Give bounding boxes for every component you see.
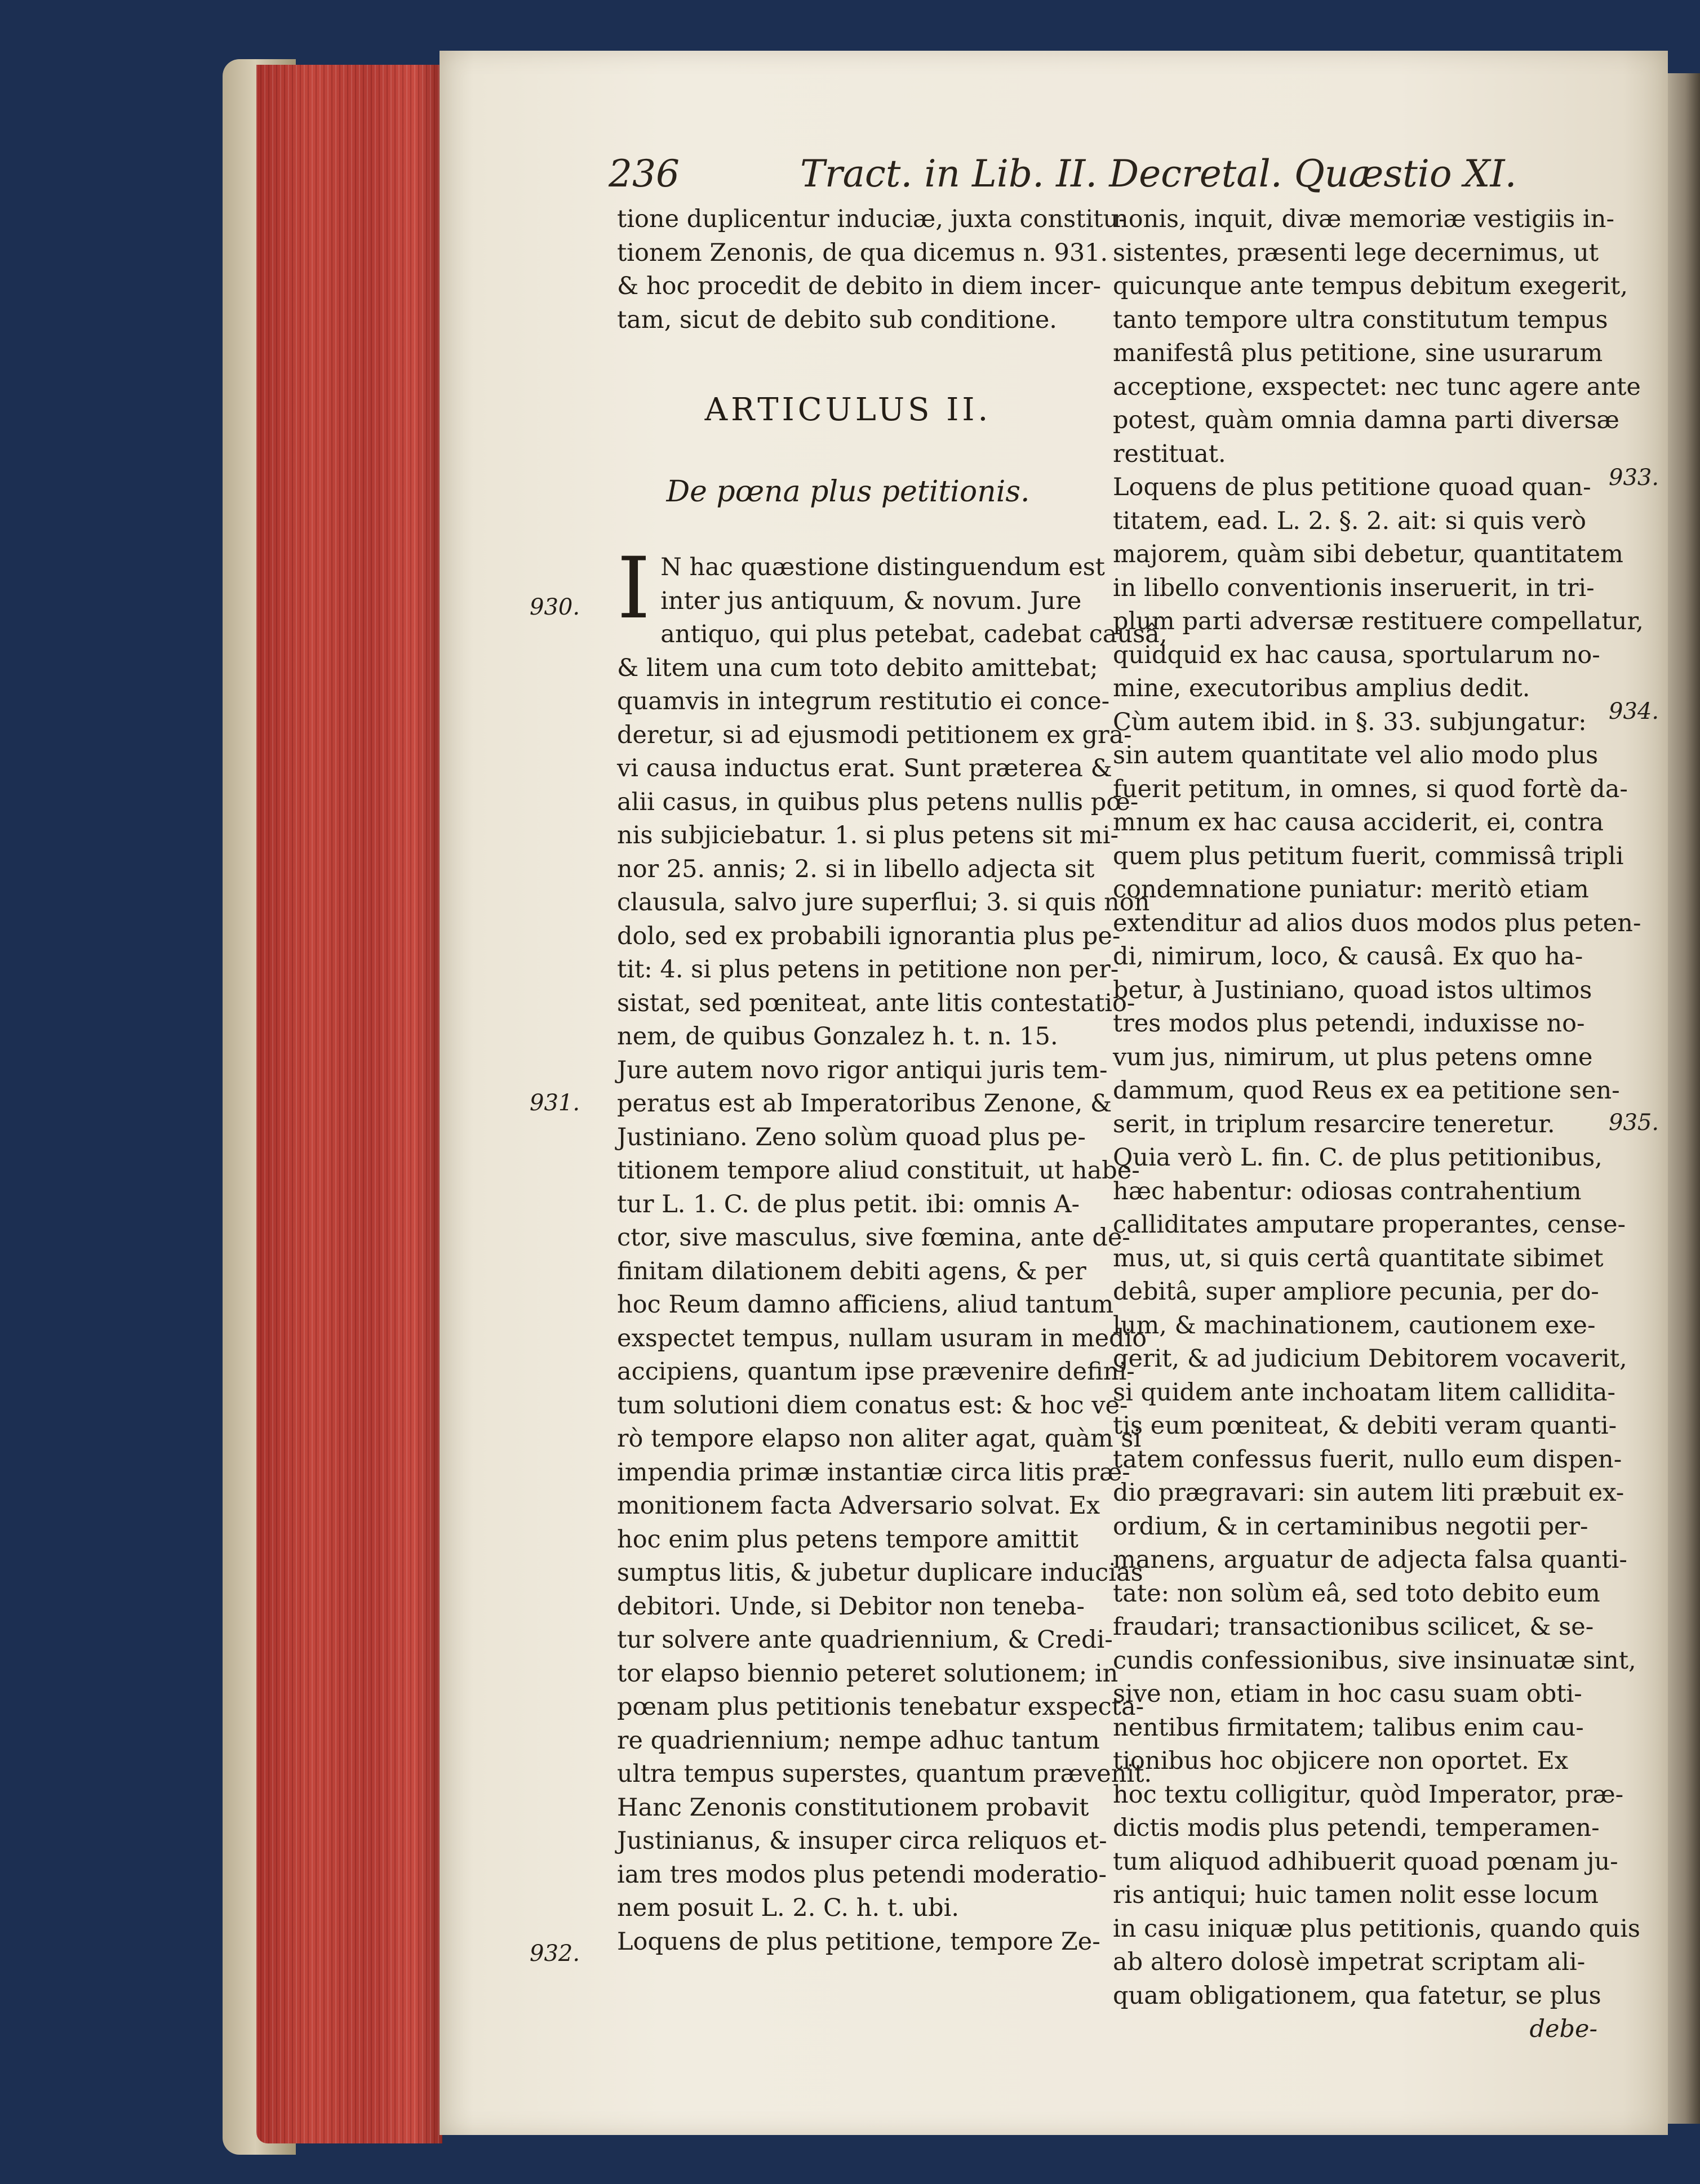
text-line: tres modos plus petendi, induxisse no- bbox=[1113, 1009, 1585, 1038]
text-line: gerit, & ad judicium Debitorem vocaverit, bbox=[1113, 1345, 1627, 1373]
text-line: peratus est ab Imperatoribus Zenone, & bbox=[617, 1089, 1112, 1118]
text-line: vum jus, nimirum, ut plus petens omne bbox=[1113, 1043, 1593, 1071]
text-line: calliditates amputare properantes, cense- bbox=[1113, 1211, 1626, 1239]
text-line: quam obligationem, qua fatetur, se plus bbox=[1113, 1981, 1601, 2010]
text-line: extenditur ad alios duos modos plus peten- bbox=[1113, 909, 1641, 937]
text-line: alii casus, in quibus plus petens nullis pœ- bbox=[617, 788, 1139, 816]
text-line: clausula, salvo jure superflui; 3. si quis non bbox=[617, 888, 1150, 917]
text-line: restituat. bbox=[1113, 439, 1226, 468]
text-line: ordium, & in certaminibus negotii per- bbox=[1113, 1512, 1588, 1541]
text-line: tate: non solùm eâ, sed toto debito eum bbox=[1113, 1579, 1600, 1608]
text-line: exspectet tempus, nullam usuram in medio bbox=[617, 1324, 1147, 1353]
text-line: debitâ, super ampliore pecunia, per do- bbox=[1113, 1278, 1599, 1306]
running-title: Tract. in Lib. II. Decretal. Quæstio XI. bbox=[800, 152, 1517, 195]
text-line: cundis confessionibus, sive insinuatæ sint, bbox=[1113, 1646, 1636, 1675]
text-line: nem posuit L. 2. C. h. t. ubi. bbox=[617, 1894, 960, 1922]
text-line: tanto tempore ultra constitutum tempus bbox=[1113, 305, 1608, 334]
text-line: acceptione, exspectet: nec tunc agere ante bbox=[1113, 372, 1641, 401]
text-line: sin autem quantitate vel alio modo plus bbox=[1113, 741, 1599, 769]
margin-number-931: 931. bbox=[530, 1090, 580, 1116]
text-line: pœnam plus petitionis tenebatur exspecta- bbox=[617, 1693, 1144, 1721]
text-line: condemnatione puniatur: meritò etiam bbox=[1113, 875, 1589, 904]
text-line: rò tempore elapso non aliter agat, quàm si bbox=[617, 1425, 1142, 1453]
left-column bbox=[617, 203, 1168, 1959]
text-line: ris antiqui; huic tamen nolit esse locum bbox=[1113, 1881, 1599, 1909]
text-line: sive non, etiam in hoc casu suam obti- bbox=[1113, 1680, 1582, 1708]
text-line: in libello conventionis inseruerit, in tri- bbox=[1113, 573, 1595, 602]
text-line: inter jus antiquum, & novum. Jure bbox=[660, 586, 1082, 615]
text-line: & litem una cum toto debito amittebat; bbox=[617, 653, 1098, 682]
page-number: 236 bbox=[609, 152, 680, 195]
text-line: accipiens, quantum ipse prævenire defini- bbox=[617, 1358, 1135, 1386]
text-line: monitionem facta Adversario solvat. Ex bbox=[617, 1492, 1100, 1520]
text-line: tatem confessus fuerit, nullo eum dispen- bbox=[1113, 1445, 1622, 1474]
text-line: potest, quàm omnia damna parti diversæ bbox=[1113, 406, 1619, 434]
text-line: tionem Zenonis, de qua dicemus n. 931. bbox=[617, 238, 1108, 267]
text-line: mus, ut, si quis certâ quantitate sibimet bbox=[1113, 1244, 1604, 1273]
text-line: fraudari; transactionibus scilicet, & se- bbox=[1113, 1613, 1594, 1641]
text-line: quicunque ante tempus debitum exegerit, bbox=[1113, 272, 1628, 300]
text-line: antiquo, qui plus petebat, cadebat causâ, bbox=[660, 620, 1168, 648]
text-line: serit, in triplum resarcire teneretur. bbox=[1113, 1110, 1555, 1138]
text-line: Jure autem novo rigor antiqui juris tem- bbox=[617, 1056, 1108, 1084]
text-line: tionibus hoc objicere non oportet. Ex bbox=[1113, 1747, 1569, 1775]
text-line: tor elapso biennio peteret solutionem; in bbox=[617, 1659, 1118, 1688]
margin-number-930: 930. bbox=[530, 594, 580, 620]
text-line: nentibus firmitatem; talibus enim cau- bbox=[1113, 1713, 1584, 1742]
text-line: nonis, inquit, divæ memoriæ vestigiis in- bbox=[1113, 205, 1614, 233]
text-line: hæc habentur: odiosas contrahentium bbox=[1113, 1177, 1582, 1206]
text-line: in casu iniquæ plus petitionis, quando quis bbox=[1113, 1914, 1640, 1943]
text-line: hoc Reum damno afficiens, aliud tantum bbox=[617, 1291, 1114, 1319]
text-line: manens, arguatur de adjecta falsa quanti- bbox=[1113, 1546, 1627, 1574]
text-line: re quadriennium; nempe adhuc tantum bbox=[617, 1726, 1100, 1755]
text-line: titatem, ead. L. 2. §. 2. ait: si quis verò bbox=[1113, 506, 1587, 535]
text-line: titionem tempore aliud constituit, ut habe- bbox=[617, 1157, 1140, 1185]
text-line: tum aliquod adhibuerit quoad pœnam ju- bbox=[1113, 1847, 1618, 1876]
text-line: ab altero dolosè impetrat scriptam ali- bbox=[1113, 1948, 1586, 1976]
text-line: nis subjiciebatur. 1. si plus petens sit mi- bbox=[617, 821, 1118, 849]
text-line: Loquens de plus petitione quoad quan- bbox=[1113, 473, 1591, 501]
margin-number-932: 932. bbox=[530, 1941, 580, 1967]
drop-cap: I bbox=[617, 540, 651, 638]
text-line: tione duplicentur induciæ, juxta constitu- bbox=[617, 205, 1127, 233]
text-line: hoc textu colligitur, quòd Imperator, præ- bbox=[1113, 1780, 1624, 1809]
margin-number-933: 933. bbox=[1609, 465, 1659, 491]
text-line: tum solutioni diem conatus est: & hoc ve- bbox=[617, 1391, 1128, 1420]
text-line: & hoc procedit de debito in diem incer- bbox=[617, 272, 1102, 300]
text-line: quamvis in integrum restitutio ei conce- bbox=[617, 687, 1110, 715]
text-line: N hac quæstione distinguendum est bbox=[660, 553, 1105, 581]
text-line: majorem, quàm sibi debetur, quantitatem bbox=[1113, 540, 1623, 568]
catchword: debe- bbox=[1529, 2015, 1597, 2043]
text-line: nem, de quibus Gonzalez h. t. n. 15. bbox=[617, 1022, 1058, 1051]
text-line: tur L. 1. C. de plus petit. ibi: omnis A- bbox=[617, 1190, 1080, 1218]
text-line: finitam dilationem debiti agens, & per bbox=[617, 1257, 1086, 1286]
margin-number-935: 935. bbox=[1609, 1110, 1659, 1136]
text-line: plum parti adversæ restituere compellatur, bbox=[1113, 607, 1644, 635]
text-line: dolo, sed ex probabili ignorantia plus pe- bbox=[617, 922, 1121, 950]
text-line: sumptus litis, & jubetur duplicare inducias bbox=[617, 1559, 1143, 1587]
text-line: vi causa inductus erat. Sunt præterea & bbox=[617, 754, 1112, 782]
text-line: debitori. Unde, si Debitor non tenеba- bbox=[617, 1592, 1085, 1621]
text-line: Justinianus, & insuper circa reliquos et- bbox=[617, 1827, 1107, 1855]
text-line: quem plus petitum fuerit, commissâ tripli bbox=[1113, 842, 1624, 870]
article-subheading: De pœna plus petitionis. bbox=[666, 475, 1030, 509]
text-line: si quidem ante inchoatam litem callidita- bbox=[1113, 1378, 1616, 1407]
text-line: quidquid ex hac causa, sportularum no- bbox=[1113, 640, 1600, 669]
red-fore-edge bbox=[256, 65, 442, 2143]
page-header bbox=[609, 152, 1566, 208]
text-line: sistentes, præsenti lege decernimus, ut bbox=[1113, 238, 1599, 267]
text-line: tis eum pœniteat, & debiti veram quanti- bbox=[1113, 1412, 1617, 1440]
text-line: mnum ex hac causa acciderit, ei, contra bbox=[1113, 808, 1604, 837]
text-line: lum, & machinationem, cautionem exe- bbox=[1113, 1311, 1596, 1340]
text-line: mine, executoribus amplius dedit. bbox=[1113, 674, 1530, 702]
text-line: manifestâ plus petitione, sine usurarum bbox=[1113, 339, 1603, 367]
text-line: sistat, sed pœniteat, ante litis contestatio- bbox=[617, 989, 1135, 1017]
text-line: tam, sicut de debito sub conditione. bbox=[617, 305, 1057, 334]
text-line: Hanc Zenonis constitutionem probavit bbox=[617, 1793, 1089, 1822]
text-line: dio prægravari: sin autem liti præbuit ex- bbox=[1113, 1479, 1624, 1507]
text-line: tur solvere ante quadriennium, & Credi- bbox=[617, 1626, 1113, 1654]
text-line: Justiniano. Zeno solùm quoad plus pe- bbox=[617, 1123, 1086, 1151]
text-line: ctor, sive masculus, sive fœmina, ante de- bbox=[617, 1224, 1130, 1252]
text-line: fuerit petitum, in omnes, si quod fortè da- bbox=[1113, 775, 1628, 803]
text-line: dictis modis plus petendi, temperamen- bbox=[1113, 1814, 1600, 1842]
text-line: Quia verò L. fin. C. de plus petitionibus, bbox=[1113, 1144, 1603, 1172]
text-line: nor 25. annis; 2. si in libello adjecta sit bbox=[617, 855, 1095, 883]
text-line: betur, à Justiniano, quoad istos ultimos bbox=[1113, 976, 1592, 1004]
text-line: dammum, quod Reus ex ea petitione sen- bbox=[1113, 1077, 1620, 1105]
paragraph-931 bbox=[617, 1054, 1152, 1925]
book-page bbox=[440, 51, 1668, 2135]
article-heading: ARTICULUS II. bbox=[704, 392, 992, 428]
text-line: impendia primæ instantiæ circa litis præ- bbox=[617, 1458, 1130, 1487]
text-line: ultra tempus superstes, quantum prævenit. bbox=[617, 1760, 1152, 1788]
text-line: Loquens de plus petitione, tempore Ze- bbox=[617, 1927, 1100, 1956]
text-line: tit: 4. si plus petens in petitione non per- bbox=[617, 955, 1119, 984]
text-line: hoc enim plus petens tempore amittit bbox=[617, 1525, 1078, 1554]
paragraph-930 bbox=[617, 540, 1168, 1054]
text-line: iam tres modos plus petendi moderatio- bbox=[617, 1860, 1107, 1889]
text-line: di, nimirum, loco, & causâ. Ex quo ha- bbox=[1113, 942, 1583, 971]
margin-number-934: 934. bbox=[1609, 699, 1659, 724]
text-line: Cùm autem ibid. in §. 33. subjungatur: bbox=[1113, 708, 1587, 736]
text-line: deretur, si ad ejusmodi petitionem ex gra- bbox=[617, 720, 1132, 749]
